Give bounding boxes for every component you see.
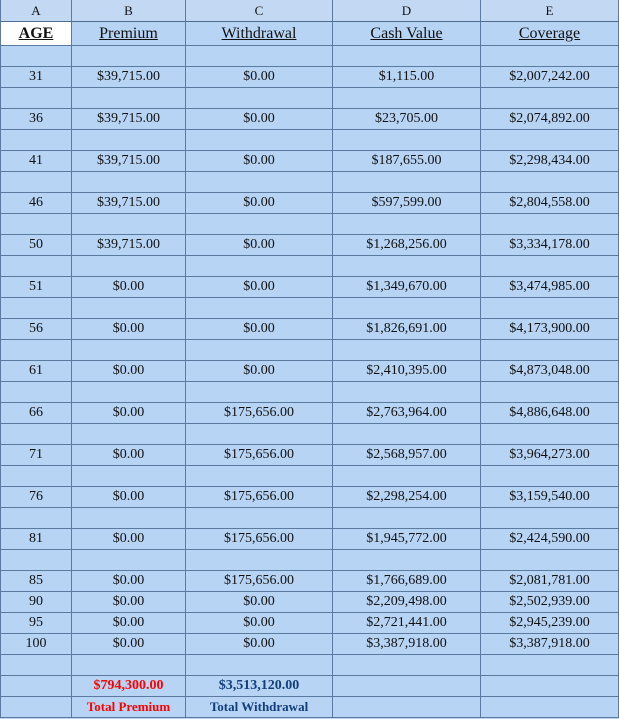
cash-value-cell[interactable] (333, 424, 481, 445)
cash-value-cell[interactable]: $1,826,691.00 (333, 319, 481, 340)
cash-value-cell[interactable]: $1,115.00 (333, 67, 481, 88)
withdrawal-cell[interactable]: $0.00 (186, 67, 333, 88)
withdrawal-cell[interactable]: $0.00 (186, 109, 333, 130)
total-premium-label[interactable]: Total Premium (72, 697, 186, 718)
table-row (0, 46, 619, 67)
premium-cell[interactable] (72, 130, 186, 151)
column-header-d[interactable]: D (333, 0, 481, 22)
premium-cell[interactable] (72, 214, 186, 235)
premium-cell[interactable] (72, 256, 186, 277)
age-cell[interactable] (0, 655, 72, 676)
premium-cell[interactable]: $0.00 (72, 571, 186, 592)
table-row (0, 298, 619, 319)
table-row (0, 172, 619, 193)
table-row (0, 277, 619, 298)
withdrawal-cell[interactable]: $0.00 (186, 319, 333, 340)
withdrawal-cell[interactable]: $0.00 (186, 634, 333, 655)
coverage-cell[interactable]: $3,387,918.00 (481, 634, 619, 655)
column-header-e[interactable]: E (481, 0, 619, 22)
table-row (0, 361, 619, 382)
premium-cell[interactable] (72, 655, 186, 676)
cash-value-cell[interactable] (333, 214, 481, 235)
coverage-cell[interactable] (481, 382, 619, 403)
totals-empty-cell[interactable] (481, 697, 619, 718)
premium-cell[interactable]: $0.00 (72, 403, 186, 424)
table-row (0, 571, 619, 592)
age-cell[interactable]: 85 (0, 571, 72, 592)
premium-cell[interactable]: $0.00 (72, 319, 186, 340)
age-cell[interactable]: 76 (0, 487, 72, 508)
table-row (0, 655, 619, 676)
table-row (0, 151, 619, 172)
table-row (0, 235, 619, 256)
table-row (0, 256, 619, 277)
age-cell[interactable] (0, 508, 72, 529)
premium-cell[interactable]: $39,715.00 (72, 109, 186, 130)
cash-value-cell[interactable]: $3,387,918.00 (333, 634, 481, 655)
cash-value-cell[interactable]: $1,349,670.00 (333, 277, 481, 298)
premium-cell[interactable] (72, 172, 186, 193)
age-cell[interactable] (0, 340, 72, 361)
cash-value-cell[interactable]: $2,298,254.00 (333, 487, 481, 508)
table-row (0, 319, 619, 340)
total-withdrawal-value[interactable]: $3,513,120.00 (186, 676, 333, 697)
cash-value-cell[interactable] (333, 172, 481, 193)
age-cell[interactable]: 46 (0, 193, 72, 214)
premium-cell[interactable]: $0.00 (72, 613, 186, 634)
age-cell[interactable]: 66 (0, 403, 72, 424)
withdrawal-cell[interactable]: $0.00 (186, 151, 333, 172)
age-cell[interactable]: 36 (0, 109, 72, 130)
cash-value-cell[interactable]: $1,945,772.00 (333, 529, 481, 550)
coverage-cell[interactable]: $3,159,540.00 (481, 487, 619, 508)
premium-cell[interactable]: $0.00 (72, 529, 186, 550)
cash-value-cell[interactable]: $1,268,256.00 (333, 235, 481, 256)
coverage-cell[interactable] (481, 130, 619, 151)
header-cash-value[interactable]: Cash Value (333, 22, 481, 46)
totals-empty-cell[interactable] (0, 697, 72, 718)
cash-value-cell[interactable]: $2,410,395.00 (333, 361, 481, 382)
coverage-cell[interactable]: $2,298,434.00 (481, 151, 619, 172)
table-row (0, 214, 619, 235)
coverage-cell[interactable] (481, 88, 619, 109)
coverage-cell[interactable] (481, 655, 619, 676)
premium-cell[interactable]: $0.00 (72, 592, 186, 613)
cash-value-cell[interactable] (333, 340, 481, 361)
coverage-cell[interactable]: $3,964,273.00 (481, 445, 619, 466)
cash-value-cell[interactable]: $23,705.00 (333, 109, 481, 130)
withdrawal-cell[interactable] (186, 424, 333, 445)
premium-cell[interactable] (72, 382, 186, 403)
table-row (0, 130, 619, 151)
header-withdrawal[interactable]: Withdrawal (186, 22, 333, 46)
premium-cell[interactable]: $39,715.00 (72, 235, 186, 256)
age-cell[interactable] (0, 550, 72, 571)
premium-cell[interactable] (72, 508, 186, 529)
withdrawal-cell[interactable]: $175,656.00 (186, 445, 333, 466)
premium-cell[interactable]: $0.00 (72, 277, 186, 298)
cash-value-cell[interactable] (333, 88, 481, 109)
age-cell[interactable] (0, 214, 72, 235)
withdrawal-cell[interactable] (186, 466, 333, 487)
cash-value-cell[interactable] (333, 130, 481, 151)
cash-value-cell[interactable]: $187,655.00 (333, 151, 481, 172)
table-row (0, 88, 619, 109)
coverage-cell[interactable]: $2,074,892.00 (481, 109, 619, 130)
header-premium[interactable]: Premium (72, 22, 186, 46)
withdrawal-cell[interactable]: $175,656.00 (186, 487, 333, 508)
premium-cell[interactable]: $0.00 (72, 361, 186, 382)
column-letter-row (0, 0, 619, 22)
cash-value-cell[interactable] (333, 550, 481, 571)
totals-empty-cell[interactable] (333, 697, 481, 718)
premium-cell[interactable] (72, 466, 186, 487)
premium-cell[interactable] (72, 298, 186, 319)
table-row (0, 466, 619, 487)
withdrawal-cell[interactable] (186, 382, 333, 403)
cash-value-cell[interactable] (333, 46, 481, 67)
withdrawal-cell[interactable]: $175,656.00 (186, 529, 333, 550)
age-cell[interactable]: 95 (0, 613, 72, 634)
table-row (0, 634, 619, 655)
cash-value-cell[interactable] (333, 382, 481, 403)
table-row (0, 193, 619, 214)
age-cell[interactable] (0, 88, 72, 109)
coverage-cell[interactable]: $4,886,648.00 (481, 403, 619, 424)
withdrawal-cell[interactable] (186, 550, 333, 571)
header-coverage[interactable]: Coverage (481, 22, 619, 46)
table-row (0, 109, 619, 130)
cash-value-cell[interactable] (333, 298, 481, 319)
table-row (0, 529, 619, 550)
table-row (0, 613, 619, 634)
table-row (0, 403, 619, 424)
coverage-cell[interactable]: $2,424,590.00 (481, 529, 619, 550)
coverage-cell[interactable]: $2,081,781.00 (481, 571, 619, 592)
totals-label-row (0, 697, 619, 718)
age-cell[interactable]: 31 (0, 67, 72, 88)
premium-cell[interactable]: $39,715.00 (72, 193, 186, 214)
premium-cell[interactable] (72, 46, 186, 67)
table-row (0, 67, 619, 88)
withdrawal-cell[interactable] (186, 298, 333, 319)
total-withdrawal-label[interactable]: Total Withdrawal (186, 697, 333, 718)
coverage-cell[interactable] (481, 466, 619, 487)
cash-value-cell[interactable] (333, 466, 481, 487)
age-cell[interactable]: 100 (0, 634, 72, 655)
withdrawal-cell[interactable]: $0.00 (186, 193, 333, 214)
table-row (0, 445, 619, 466)
age-cell[interactable]: 71 (0, 445, 72, 466)
age-cell[interactable]: 90 (0, 592, 72, 613)
totals-empty-cell[interactable] (333, 676, 481, 697)
withdrawal-cell[interactable] (186, 46, 333, 67)
header-age[interactable]: AGE (0, 22, 72, 46)
cash-value-cell[interactable] (333, 256, 481, 277)
withdrawal-cell[interactable]: $0.00 (186, 613, 333, 634)
premium-cell[interactable] (72, 424, 186, 445)
coverage-cell[interactable]: $2,945,239.00 (481, 613, 619, 634)
cash-value-cell[interactable]: $2,763,964.00 (333, 403, 481, 424)
withdrawal-cell[interactable]: $0.00 (186, 277, 333, 298)
withdrawal-cell[interactable] (186, 130, 333, 151)
age-cell[interactable] (0, 382, 72, 403)
premium-cell[interactable]: $0.00 (72, 634, 186, 655)
premium-cell[interactable]: $39,715.00 (72, 67, 186, 88)
withdrawal-cell[interactable] (186, 88, 333, 109)
withdrawal-cell[interactable]: $0.00 (186, 235, 333, 256)
data-rows (0, 46, 619, 676)
coverage-cell[interactable]: $4,873,048.00 (481, 361, 619, 382)
withdrawal-cell[interactable] (186, 655, 333, 676)
premium-cell[interactable] (72, 88, 186, 109)
total-premium-value[interactable]: $794,300.00 (72, 676, 186, 697)
withdrawal-cell[interactable] (186, 172, 333, 193)
table-row (0, 550, 619, 571)
table-row (0, 592, 619, 613)
table-row (0, 424, 619, 445)
premium-cell[interactable]: $0.00 (72, 487, 186, 508)
totals-value-row (0, 676, 619, 697)
cash-value-cell[interactable]: $2,721,441.00 (333, 613, 481, 634)
cash-value-cell[interactable]: $2,209,498.00 (333, 592, 481, 613)
coverage-cell[interactable]: $3,334,178.00 (481, 235, 619, 256)
coverage-cell[interactable]: $2,804,558.00 (481, 193, 619, 214)
age-cell[interactable]: 51 (0, 277, 72, 298)
coverage-cell[interactable] (481, 214, 619, 235)
coverage-cell[interactable] (481, 424, 619, 445)
cash-value-cell[interactable] (333, 508, 481, 529)
premium-cell[interactable]: $0.00 (72, 445, 186, 466)
cash-value-cell[interactable]: $1,766,689.00 (333, 571, 481, 592)
table-row (0, 487, 619, 508)
withdrawal-cell[interactable]: $0.00 (186, 361, 333, 382)
totals-empty-cell[interactable] (0, 676, 72, 697)
coverage-cell[interactable] (481, 508, 619, 529)
coverage-cell[interactable] (481, 340, 619, 361)
cash-value-cell[interactable]: $597,599.00 (333, 193, 481, 214)
column-header-c[interactable]: C (186, 0, 333, 22)
coverage-cell[interactable] (481, 550, 619, 571)
age-cell[interactable] (0, 298, 72, 319)
premium-cell[interactable] (72, 550, 186, 571)
table-row (0, 340, 619, 361)
age-cell[interactable] (0, 46, 72, 67)
withdrawal-cell[interactable] (186, 508, 333, 529)
header-row (0, 22, 619, 46)
age-cell[interactable]: 81 (0, 529, 72, 550)
age-cell[interactable] (0, 256, 72, 277)
coverage-cell[interactable]: $3,474,985.00 (481, 277, 619, 298)
withdrawal-cell[interactable]: $175,656.00 (186, 571, 333, 592)
age-cell[interactable] (0, 424, 72, 445)
cash-value-cell[interactable]: $2,568,957.00 (333, 445, 481, 466)
age-cell[interactable] (0, 466, 72, 487)
cash-value-cell[interactable] (333, 655, 481, 676)
coverage-cell[interactable]: $4,173,900.00 (481, 319, 619, 340)
withdrawal-cell[interactable] (186, 256, 333, 277)
column-header-b[interactable]: B (72, 0, 186, 22)
coverage-cell[interactable] (481, 256, 619, 277)
coverage-cell[interactable] (481, 172, 619, 193)
coverage-cell[interactable]: $2,502,939.00 (481, 592, 619, 613)
premium-cell[interactable] (72, 340, 186, 361)
age-cell[interactable]: 41 (0, 151, 72, 172)
table-row (0, 382, 619, 403)
withdrawal-cell[interactable] (186, 214, 333, 235)
age-cell[interactable]: 50 (0, 235, 72, 256)
totals-empty-cell[interactable] (481, 676, 619, 697)
column-header-a[interactable]: A (0, 0, 72, 22)
age-cell[interactable] (0, 172, 72, 193)
age-cell[interactable]: 56 (0, 319, 72, 340)
coverage-cell[interactable] (481, 298, 619, 319)
coverage-cell[interactable]: $2,007,242.00 (481, 67, 619, 88)
withdrawal-cell[interactable]: $175,656.00 (186, 403, 333, 424)
coverage-cell[interactable] (481, 46, 619, 67)
table-row (0, 508, 619, 529)
premium-cell[interactable]: $39,715.00 (72, 151, 186, 172)
age-cell[interactable]: 61 (0, 361, 72, 382)
age-cell[interactable] (0, 130, 72, 151)
withdrawal-cell[interactable]: $0.00 (186, 592, 333, 613)
withdrawal-cell[interactable] (186, 340, 333, 361)
